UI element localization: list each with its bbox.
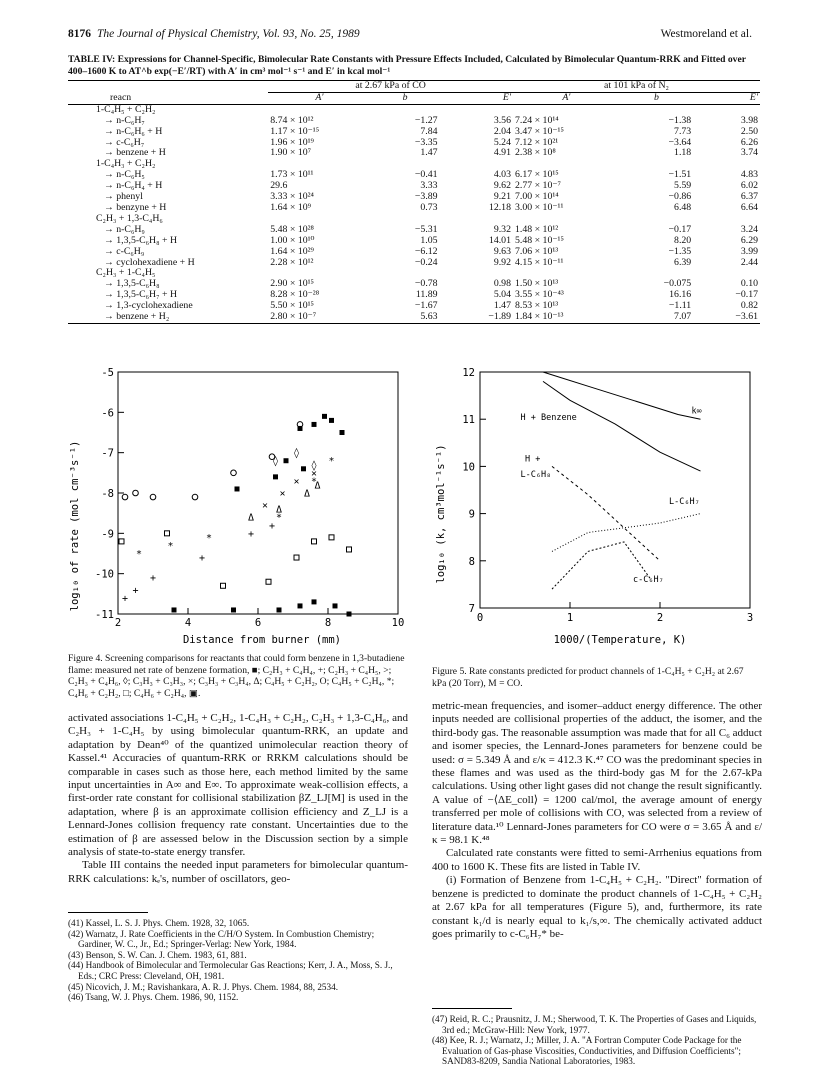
journal-name: The Journal of Physical Chemistry, Vol. 93, No. 25, 1989 (97, 28, 360, 40)
table-cell: 3.33 (420, 180, 438, 192)
data-point: Δ (247, 512, 255, 524)
table-cell: 4.15 × 10⁻¹¹ (514, 256, 564, 268)
data-point (122, 494, 128, 500)
y-tick-label: -10 (95, 568, 114, 581)
table-cell: 9.32 (493, 223, 511, 235)
table-cell: 12.18 (488, 201, 511, 213)
data-point (340, 430, 345, 435)
series-line (543, 381, 701, 471)
table-cell: 8.20 (674, 234, 692, 246)
table-cell: 0.73 (420, 201, 438, 213)
paragraph: activated associations 1-C₄H₅ + C₂H₂, 1-C₄H₃ + C₂H₂, C₂H₃ + 1,3-C₄H₆, and C₂H₃ + 1-C₄H₅ by using bimolecular quantum-RRK, an update and adaptation by Dean⁴⁰ of the quantized unimolecular reaction theory of Kassel.⁴¹ Accuracies of quantum-RRK or RRKM calculations should be comparable in cases such as those here, each method limited by the same input uncertainties in A∞ and E∞. To approximate weak-collision effects, a first-order rate constant for collisional stabilization βZ_LJ[M] is used in the adaptation, where β is an approximate collision efficiency and Z_LJ is a Lennard-Jones collision frequency rate constant. Uncertainties due to the estimation of β are assessed below in the Discussion section by a simple analysis of state-to-state energy transfer. (68, 712, 408, 859)
data-point: + (268, 520, 276, 532)
table-cell: 1.84 × 10⁻¹³ (513, 312, 620, 323)
table-cell: 9.21 (493, 191, 511, 203)
data-point: ◊ (272, 456, 279, 468)
table-cell: 8.74 × 10¹² (270, 114, 314, 126)
col-header-b: b (371, 92, 440, 104)
data-point (294, 555, 299, 560)
data-point (312, 539, 317, 544)
table-row (68, 181, 760, 192)
table-cell: −1.38 (668, 114, 692, 126)
table-cell: −1.51 (668, 169, 692, 181)
table-cell: → 1,3,5-C₆H₇ + H (104, 289, 178, 301)
table-cell: 1.05 (420, 234, 438, 246)
y-tick-label: -8 (101, 488, 114, 500)
data-point: ◊ (293, 448, 300, 460)
table-row (68, 116, 760, 127)
data-point (298, 603, 303, 608)
table-cell: → n-C₆H₆ + H (104, 125, 163, 137)
table-row (68, 236, 760, 247)
table-cell: −0.075 (663, 278, 692, 290)
col-header-reacn: reacn (68, 92, 268, 104)
table-cell: 3.56 (493, 114, 511, 126)
table-cell: 7.73 (674, 125, 692, 137)
data-point (329, 418, 334, 423)
x-tick-label: 6 (254, 617, 262, 629)
col-header-a: A′ (513, 92, 620, 104)
table-cell: 8.28 × 10⁻²⁸ (270, 289, 320, 301)
data-point (301, 466, 306, 471)
data-point (333, 603, 338, 608)
data-point (172, 607, 177, 612)
reference-item: (43) Benson, S. W. Can. J. Chem. 1983, 61, 881. (68, 949, 247, 960)
paragraph: (i) Formation of Benzene from 1-C₄H₅ + C₂H₂. "Direct" formation of benzene is predicted to dominate the product channels of 1-C₄H₅ + C₂H₂ at 2.67 kPa for all temperatures (Figure 5), and, furthermore, its rate constant k₁/d is nearly equal to k₁/s,∞. The chemically activated adduct goes primarily to c-C₆H₇* be- (432, 874, 762, 940)
y-tick-label: 11 (462, 414, 475, 427)
table-cell: → n-C₆H₄ + H (104, 180, 163, 192)
y-tick-label: 7 (468, 603, 475, 615)
table-cell: → benzene + H₂ (68, 312, 268, 323)
reference-item: (46) Tsang, W. J. Phys. Chem. 1986, 90, 1152. (68, 992, 239, 1003)
table-cell: −0.41 (414, 169, 438, 181)
col-header-e: E′ (693, 92, 760, 104)
table-row (68, 312, 760, 323)
table-cell: 1.00 × 10¹⁰ (270, 234, 315, 246)
series-label: c-C₆H₇ (633, 575, 664, 586)
table-row (68, 301, 760, 312)
reference-item: (48) Kee, R. J.; Warnatz, J.; Miller, J. A. "A Fortran Computer Code Package for the Evaluation of Gas-phase Viscosities, Conductivities, and Diffusion Coefficients"; SAND83-8209, Sandia National Laboratories, 1983. (432, 1035, 742, 1067)
data-point: Δ (303, 488, 311, 500)
table-cell: 3.74 (740, 147, 758, 159)
table-cell: 1.18 (674, 147, 692, 159)
table-cell: 2.77 × 10⁻⁷ (514, 180, 561, 192)
table-row (68, 127, 760, 138)
group-header-n2: at 101 kPa of N₂ (513, 81, 760, 93)
figure-4-xlabel: Distance from burner (mm) (182, 634, 342, 646)
table-cell: → c-C₆H₉ (104, 245, 145, 257)
data-point (133, 490, 139, 496)
data-point (312, 599, 317, 604)
table-cell: −0.86 (668, 191, 692, 203)
reference-item: (41) Kassel, L. S. J. Phys. Chem. 1928, 32, 1065. (68, 918, 250, 928)
table-cell: → 1,3,5-C₆H₈ + H (104, 234, 178, 246)
table-cell: 7.24 × 10¹⁴ (514, 114, 559, 126)
table-cell: 6.29 (740, 234, 758, 246)
table-cell: → benzene + H (104, 147, 166, 159)
table-cell: 5.63 (371, 312, 440, 323)
data-point: ◊ (310, 460, 318, 472)
data-point (284, 458, 289, 463)
table-cell: 6.26 (740, 136, 758, 148)
body-text-right (432, 700, 762, 1008)
figure-4-chart (66, 366, 406, 648)
table-cell: −3.64 (668, 136, 692, 148)
data-point (347, 612, 352, 617)
data-point: * (275, 512, 283, 524)
y-tick-label: -11 (95, 609, 114, 621)
data-point (266, 579, 271, 584)
table-cell: 7.84 (420, 125, 438, 137)
figure-4-ylabel: log₁₀ of rate (mol cm⁻³s⁻¹) (69, 440, 81, 612)
paragraph: Table III contains the needed input parameters for bimolecular quantum-RRK calculations: kₑ's, number of oscillators, geo- (68, 859, 408, 885)
table-cell: → 1,3,5-C₆H₈ (104, 278, 160, 290)
x-tick-label: 1 (566, 612, 574, 624)
data-point: × (293, 476, 300, 488)
table-caption: TABLE IV: Expressions for Channel-Specific, Bimolecular Rate Constants with Pressure Effects Included, Calculated by Bimolecular Quantum-RRK and Fitted over 400–1600 K to AT^b exp(−E′/RT) with A′ in cm³ mol⁻¹ s⁻¹ and E′ in kcal mol⁻¹ (68, 54, 746, 77)
table-cell: 9.92 (493, 256, 511, 268)
plot-frame (118, 372, 398, 614)
data-point (150, 494, 156, 500)
data-point: * (328, 456, 335, 468)
y-tick-label: -7 (101, 447, 114, 460)
table-cell: 1-C₄H₃ + C₂H₂ (96, 158, 156, 170)
y-tick-label: 9 (468, 508, 475, 521)
y-tick-label: 10 (462, 461, 475, 474)
table-cell: 2.28 × 10¹² (270, 256, 314, 268)
data-point (347, 547, 352, 552)
table-row (68, 148, 760, 159)
data-point (165, 531, 170, 536)
data-point (192, 494, 198, 500)
y-tick-label: -5 (101, 367, 114, 379)
table-cell: → phenyl (104, 191, 143, 203)
figure-4-caption: Figure 4. Screening comparisons for reactants that could form benzene in 1,3-butadiene flame: measured net rate of benzene formation, ■; C₂H₃ + C₄H₄, +; C₂H₃ + C₄H₅, >; C₂H₃ + C₄H₆, ◊; C₃H₃ + C₃H₃, ×; C₃H₃ + C₃H₄, Δ; C₄H₅ + C₂H₂, O; C₄H₅ + C₂H₄, *; C₄H₆ + C₂H₂, □; C₄H₆ + C₂H₄, ▣. (68, 653, 405, 699)
reference-item: (47) Reid, R. C.; Prausnitz, J. M.; Sherwood, T. K. The Properties of Gases and Liquids, 3rd ed.; McGraw-Hill: New York, 1977. (432, 1014, 757, 1035)
table-cell: 1.96 × 10¹⁹ (270, 136, 314, 148)
paragraph: Calculated rate constants were fitted to semi-Arrhenius equations from 400 to 1600 K. These fits are listed in Table IV. (432, 847, 762, 873)
col-header-e: E′ (440, 92, 513, 104)
series-label: k∞ (691, 406, 702, 417)
x-tick-label: 10 (391, 617, 405, 629)
data-point (231, 607, 236, 612)
table-cell: 2.50 (740, 125, 758, 137)
table-cell: −1.89 (440, 312, 513, 323)
figure-5-chart (432, 366, 762, 648)
author-line: Westmoreland et al. (660, 28, 752, 40)
running-head (68, 28, 360, 40)
series-label: H + (525, 454, 541, 465)
table-cell: 2.44 (740, 256, 758, 268)
x-tick-label: 4 (184, 617, 192, 629)
references-left (68, 918, 408, 1003)
table-cell: −3.35 (414, 136, 438, 148)
series-label: H + Benzene (520, 413, 577, 424)
table-group-row (68, 104, 760, 115)
table-cell: 7.06 × 10¹³ (514, 245, 559, 257)
table-row (68, 203, 760, 214)
x-tick-label: 3 (746, 612, 754, 624)
table-cell: 3.99 (740, 245, 758, 257)
table-cell: −0.78 (414, 278, 438, 290)
data-point (119, 539, 124, 544)
table-cell: 1-C₄H₅ + C₂H₂ (96, 103, 156, 115)
table-cell: 4.03 (493, 169, 511, 181)
reference-item: (45) Nicovich, J. M.; Ravishankara, A. R. J. Phys. Chem. 1984, 88, 2534. (68, 981, 338, 992)
y-tick-label: 8 (468, 555, 475, 568)
table-cell: 9.62 (493, 180, 511, 192)
table-cell: 1.90 × 10⁷ (270, 147, 312, 159)
table-cell: −3.89 (414, 191, 438, 203)
table-cell: 1.17 × 10⁻¹⁵ (270, 125, 320, 137)
table-cell: 3.00 × 10⁻¹¹ (514, 201, 564, 213)
table-cell: 1.47 (420, 147, 438, 159)
table-cell: 2.38 × 10⁸ (514, 147, 556, 159)
footnote-rule (432, 1008, 512, 1009)
plot-frame (480, 372, 750, 608)
col-header-b: b (620, 92, 693, 104)
page-number: 8176 (68, 28, 91, 40)
table-cell: 3.55 × 10⁻⁴³ (514, 289, 564, 301)
table-cell: 14.01 (488, 234, 511, 246)
table-cell: 4.91 (493, 147, 511, 159)
figure-5-xlabel: 1000/(Temperature, K) (553, 634, 687, 646)
x-tick-label: 8 (324, 617, 332, 629)
table-cell: → n-C₆H₉ (104, 223, 145, 235)
data-point: * (167, 540, 174, 552)
table-cell: → n-C₆H₅ (104, 169, 145, 181)
data-point: + (121, 593, 129, 605)
table-cell: 29.6 (270, 180, 288, 192)
body-text-left (68, 712, 408, 906)
paragraph: metric-mean frequencies, and isomer–adduct energy difference. The other inputs needed are collisional properties of the adduct, the isomer, and the third-body gas. The reasonable assumption was made that for all C₆ adduct and isomer species, the Lennard-Jones parameters for benzene could be used: σ = 5.349 Å and ε/κ = 412.3 K.⁴⁷ CO was the predominant species in these flames and was used as the third-body gas M for the 2.67-kPa calculations. Using other light gases did not change the result significantly. A value of −⟨ΔE_coll⟩ = 1200 cal/mol, the average amount of energy transferred per mole of collisions with CO, was selected from a review of literature data.¹⁰ Lennard-Jones parameters for CO were σ = 3.65 Å and ε/κ = 98.1 K.⁴⁸ (432, 700, 762, 847)
table-row (68, 192, 760, 203)
table-cell: 6.64 (740, 201, 758, 213)
data-point: + (198, 553, 206, 565)
table-cell: → n-C₆H₇ (104, 114, 145, 126)
table-cell: 1.47 (493, 300, 511, 312)
group-header-co: at 2.67 kPa of CO (268, 81, 513, 93)
table-row (68, 258, 760, 269)
table-cell: 5.24 (493, 136, 511, 148)
data-point (312, 422, 317, 427)
data-point (235, 486, 240, 491)
table-cell: 7.07 (620, 312, 693, 323)
table-cell: 5.59 (674, 180, 692, 192)
table-cell: 9.63 (493, 245, 511, 257)
table-cell: −5.31 (414, 223, 438, 235)
table-cell: 5.48 × 10⁻¹⁵ (514, 234, 564, 246)
data-point: Δ (314, 480, 321, 492)
table-cell: 3.24 (740, 223, 758, 235)
y-tick-label: -6 (101, 407, 114, 420)
references-right (432, 1014, 762, 1067)
table-cell: 7.00 × 10¹⁴ (514, 191, 559, 203)
table-group-row (68, 159, 760, 170)
table-cell: → c-C₆H₇ (104, 136, 145, 148)
data-point: × (279, 488, 286, 500)
table-cell: 6.17 × 10¹⁵ (514, 169, 559, 181)
table-cell: 1.50 × 10¹³ (514, 278, 559, 290)
col-header-a: A′ (268, 92, 370, 104)
rate-constant-table (68, 80, 760, 324)
data-point (273, 474, 278, 479)
table-group-row (68, 214, 760, 225)
reference-item: (44) Handbook of Bimolecular and Termolecular Gas Reactions; Kerr, J. A., Moss, S. J., Eds.; CRC Press: Cleveland, OH, 1981. (68, 960, 393, 981)
table-row (68, 138, 760, 149)
series-label: L-C₆H₇ (669, 497, 700, 508)
table-cell: 0.98 (493, 278, 511, 290)
table-cell: 8.53 × 10¹³ (514, 300, 559, 312)
series-line (552, 466, 660, 560)
table-cell: 1.73 × 10¹¹ (270, 169, 314, 181)
series-label: L-C₆H₈ (520, 469, 552, 480)
table-cell: −0.17 (735, 289, 758, 301)
table-cell: 1.48 × 10¹² (514, 223, 559, 235)
data-point: × (310, 468, 318, 480)
table-cell: 1.64 × 10²⁹ (270, 245, 314, 257)
data-point (322, 414, 327, 419)
table-cell: → 1,3-cyclohexadiene (104, 300, 193, 312)
series-line (543, 372, 701, 419)
x-tick-label: 0 (476, 612, 484, 624)
table-cell: 6.02 (740, 180, 758, 192)
table-cell: 5.50 × 10¹⁵ (270, 300, 314, 312)
data-point (277, 607, 282, 612)
data-point: * (205, 532, 213, 544)
data-point: Δ (275, 504, 283, 516)
table-cell: 6.37 (740, 191, 758, 203)
table-cell: −1.35 (668, 245, 692, 257)
data-point: + (149, 573, 157, 585)
figure-5-ylabel: log₁₀ (k, cm³mol⁻¹s⁻¹) (435, 444, 447, 584)
table-row (68, 170, 760, 181)
table-cell: −3.61 (693, 312, 760, 323)
footnote-rule (68, 912, 148, 913)
table-cell: 4.83 (740, 169, 758, 181)
table-cell: −1.11 (668, 300, 692, 312)
table-cell: 11.89 (415, 289, 438, 301)
table-cell: 6.48 (674, 201, 692, 213)
data-point: * (310, 476, 318, 488)
table-cell: 2.80 × 10⁻⁷ (268, 312, 370, 323)
table-cell: 2.04 (493, 125, 511, 137)
table-cell: 6.39 (674, 256, 692, 268)
data-point: * (135, 549, 143, 560)
table-cell: 16.16 (669, 289, 692, 301)
table-cell: 7.12 × 10²¹ (514, 136, 559, 148)
y-tick-label: -9 (101, 528, 114, 541)
table-cell: 2.90 × 10¹⁵ (270, 278, 314, 290)
x-tick-label: 2 (114, 617, 122, 629)
data-point (221, 583, 226, 588)
table-cell: −1.27 (414, 114, 438, 126)
table-cell: −0.17 (668, 223, 692, 235)
table-row (68, 247, 760, 258)
figure-5-caption: Figure 5. Rate constants predicted for product channels of 1-C₄H₅ + C₂H₂ at 2.67 kPa (20 Torr), M = CO. (432, 666, 744, 689)
table-cell: 0.10 (740, 278, 758, 290)
table-cell: −0.24 (414, 256, 438, 268)
table-cell: 5.48 × 10²⁸ (270, 223, 314, 235)
x-tick-label: 2 (656, 612, 664, 624)
y-tick-label: 12 (462, 367, 475, 379)
data-point: + (132, 585, 139, 597)
table-cell: 5.04 (493, 289, 511, 301)
table-cell: → benzyne + H (104, 201, 167, 213)
table-cell: 0.82 (740, 300, 758, 312)
table-cell: C₂H₃ + 1,3-C₄H₆ (96, 212, 163, 224)
data-point: + (247, 528, 255, 540)
table-cell: 3.98 (740, 114, 758, 126)
table-group-row (68, 268, 760, 279)
table-cell: → cyclohexadiene + H (104, 256, 195, 268)
data-point (329, 535, 334, 540)
data-point (231, 470, 237, 476)
data-point: × (261, 500, 269, 512)
table-cell: 3.33 × 10²⁴ (270, 191, 314, 203)
table-cell: C₂H₃ + 1-C₄H₅ (96, 267, 156, 279)
table-cell: −6.12 (414, 245, 438, 257)
table-cell: 3.47 × 10⁻¹⁵ (514, 125, 564, 137)
reference-item: (42) Warnatz, J. Rate Coefficients in the C/H/O System. In Combustion Chemistry; Gardiner, W. C., Jr., Ed.; Springer-Verlag: New York, 1984. (68, 928, 375, 950)
table-cell: 1.64 × 10⁹ (270, 201, 312, 213)
table-body (68, 104, 760, 323)
table-cell: −1.67 (414, 300, 438, 312)
